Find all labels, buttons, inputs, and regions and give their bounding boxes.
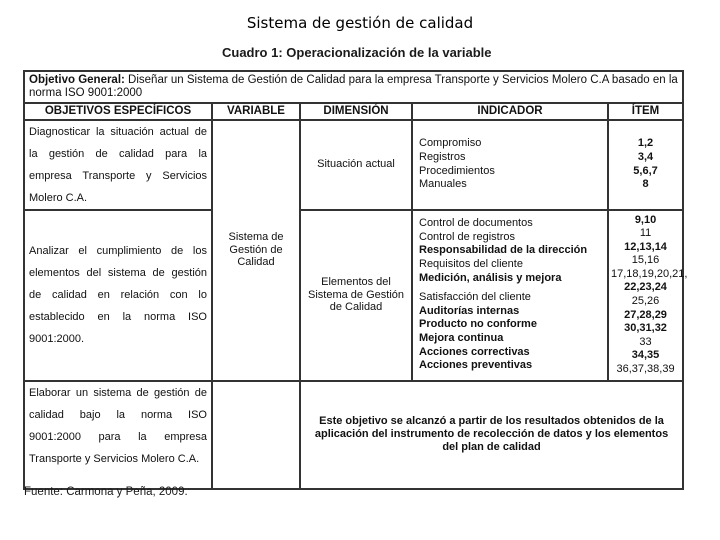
indicator: Acciones correctivas (419, 345, 530, 358)
indicator: Producto no conforme (419, 318, 537, 331)
indicator: Control de documentos (419, 217, 533, 230)
item-value: 25,26 (631, 295, 660, 308)
item-value: 1,2 (637, 137, 654, 150)
current-indicators (412, 120, 608, 210)
indicator: Auditorías internas (419, 304, 520, 317)
indicator: Responsabilidad de la dirección (419, 244, 588, 257)
indicator: Compromiso (419, 137, 482, 150)
variable-empty-cell (212, 381, 300, 489)
source-citation: Fuente: Carmona y Peña, 2009. (24, 486, 188, 498)
item-value: 11 (639, 227, 652, 240)
variable-cell: Sistema de Gestión de Calidad (212, 120, 300, 381)
item-value: 34,35 (631, 349, 660, 362)
slide-title: Sistema de gestión de calidad (246, 14, 474, 32)
dimension-elements: Elementos del Sistema de Gestión de Calidad (300, 210, 412, 381)
item-value: 12,13,14 (624, 240, 667, 253)
objective-1: Diagnosticar la situación actual de la gestión de calidad para la empresa Transporte y Servicios Molero C.A. (24, 120, 212, 210)
item-value: 27,28,29 (624, 308, 667, 321)
dimension-current: Situación actual (300, 120, 412, 210)
objective-2: Analizar el cumplimiento de los elementos del sistema de gestión de calidad en relación con lo establecido en la norma ISO 9001:2000. (24, 210, 212, 381)
indicator: Satisfacción del cliente (419, 291, 531, 304)
item-value: 8 (642, 178, 649, 191)
item-value: 33 (639, 335, 652, 348)
item-value: 15,16 (631, 254, 660, 267)
indicator: Registros (419, 150, 466, 163)
general-objective-label: Objetivo General: (29, 74, 125, 86)
header-variable: VARIABLE (212, 103, 300, 119)
indicator: Procedimientos (419, 164, 495, 177)
item-value: 30,31,32 (624, 322, 667, 335)
general-objective-text: Diseñar un Sistema de Gestión de Calidad para la empresa Transporte y Servicios Molero C.A basado en la norma ISO 9001:2000 (29, 74, 678, 100)
element-indicators (412, 210, 608, 381)
indicator: Requisitos del cliente (419, 258, 523, 271)
item-value: 36,37,38,39 (616, 363, 675, 376)
general-objective (24, 71, 683, 103)
header-indicator: INDICADOR (412, 103, 608, 119)
indicator: Control de registros (419, 230, 515, 243)
item-value: 9,10 (634, 213, 657, 226)
table-caption: Cuadro 1: Operacionalización de la variable (222, 45, 492, 60)
indicator: Manuales (419, 178, 467, 191)
indicator: Mejora continua (419, 332, 504, 345)
header-item: ÍTEM (608, 103, 683, 119)
indicator: Acciones preventivas (419, 359, 533, 372)
current-items (608, 120, 683, 210)
objective-3-note: Este objetivo se alcanzó a partir de los resultados obtenidos de la aplicación del instrumento de recolección de datos y los elementos del plan de calidad (300, 381, 683, 489)
item-value: 22,23,24 (624, 281, 667, 294)
operationalization-table (23, 70, 688, 490)
header-dimension: DIMENSIÓN (300, 103, 412, 119)
item-value: 3,4 (637, 150, 654, 163)
item-value: 17,18,19,20,21, (611, 267, 688, 280)
element-items (608, 210, 688, 381)
objective-3: Elaborar un sistema de gestión de calidad bajo la norma ISO 9001:2000 para la empresa Transporte y Servicios Molero C.A. (24, 381, 212, 489)
indicator: Medición, análisis y mejora (419, 271, 562, 284)
item-value: 5,6,7 (633, 164, 658, 177)
header-objectives: OBJETIVOS ESPECÍFICOS (24, 103, 212, 119)
